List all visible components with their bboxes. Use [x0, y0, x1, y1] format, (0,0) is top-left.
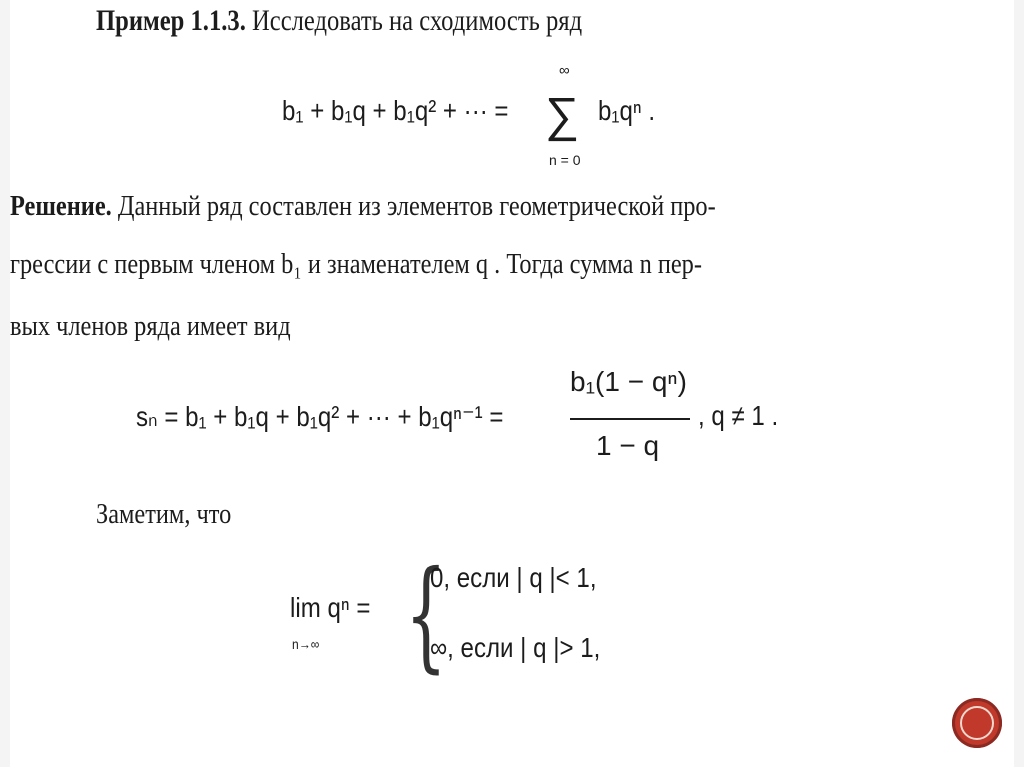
limit-subscript-text: n→∞ — [292, 636, 320, 652]
fraction-bar — [570, 418, 690, 420]
slide-decoration-circle — [952, 698, 1002, 748]
case-less-than-one — [430, 562, 597, 594]
solution-line-2 — [10, 248, 702, 281]
solution-line-1 — [10, 190, 716, 223]
circle-ring — [960, 706, 994, 740]
solution-line-3 — [10, 310, 291, 343]
case2-text: ∞, если | q |> 1, — [430, 632, 601, 663]
case1-text: 0, если | q |< 1, — [430, 562, 597, 593]
partial-sum-fraction — [560, 366, 700, 476]
limit-formula — [290, 592, 370, 624]
solution-label: Решение. — [10, 190, 112, 222]
example-label: Пример 1.1.3. — [96, 4, 246, 37]
note-line — [96, 498, 231, 531]
solution-text-2: грессии с первым членом b₁ и знаменателем q . Тогда сумма n пер- — [10, 248, 702, 280]
solution-text-3: вых членов ряда имеет вид — [10, 310, 291, 342]
cases-brace: { — [405, 546, 447, 685]
note-text: Заметим, что — [96, 498, 232, 530]
sum-notation — [545, 62, 597, 172]
solution-text-1: Данный ряд составлен из элементов геометрической про- — [117, 190, 716, 222]
limit-subscript — [292, 636, 319, 652]
example-heading — [96, 4, 582, 38]
partial-sum-lhs: sₙ = b₁ + b₁q + b₁q² + ··· + b₁qⁿ⁻¹ = — [136, 401, 504, 432]
fraction-denominator: 1 − q — [596, 430, 660, 461]
series-expression: b₁ + b₁q + b₁q² + ··· = — [282, 95, 509, 126]
ratio-condition-text: , q ≠ 1 . — [698, 400, 779, 431]
ratio-condition — [698, 400, 778, 432]
fraction-numerator: b₁(1 − qⁿ) — [570, 366, 687, 397]
case-greater-than-one — [430, 632, 600, 664]
sigma-symbol: ∑ — [545, 89, 580, 142]
sum-lower-limit: n = 0 — [549, 152, 581, 168]
limit-expression: lim qⁿ = — [290, 592, 371, 623]
sum-term-text: b₁qⁿ . — [598, 95, 656, 126]
series-formula — [282, 95, 509, 127]
example-text: Исследовать на сходимость ряд — [252, 4, 583, 37]
sum-upper-limit: ∞ — [559, 62, 570, 79]
sum-term — [598, 95, 655, 127]
partial-sum-formula — [136, 400, 503, 433]
